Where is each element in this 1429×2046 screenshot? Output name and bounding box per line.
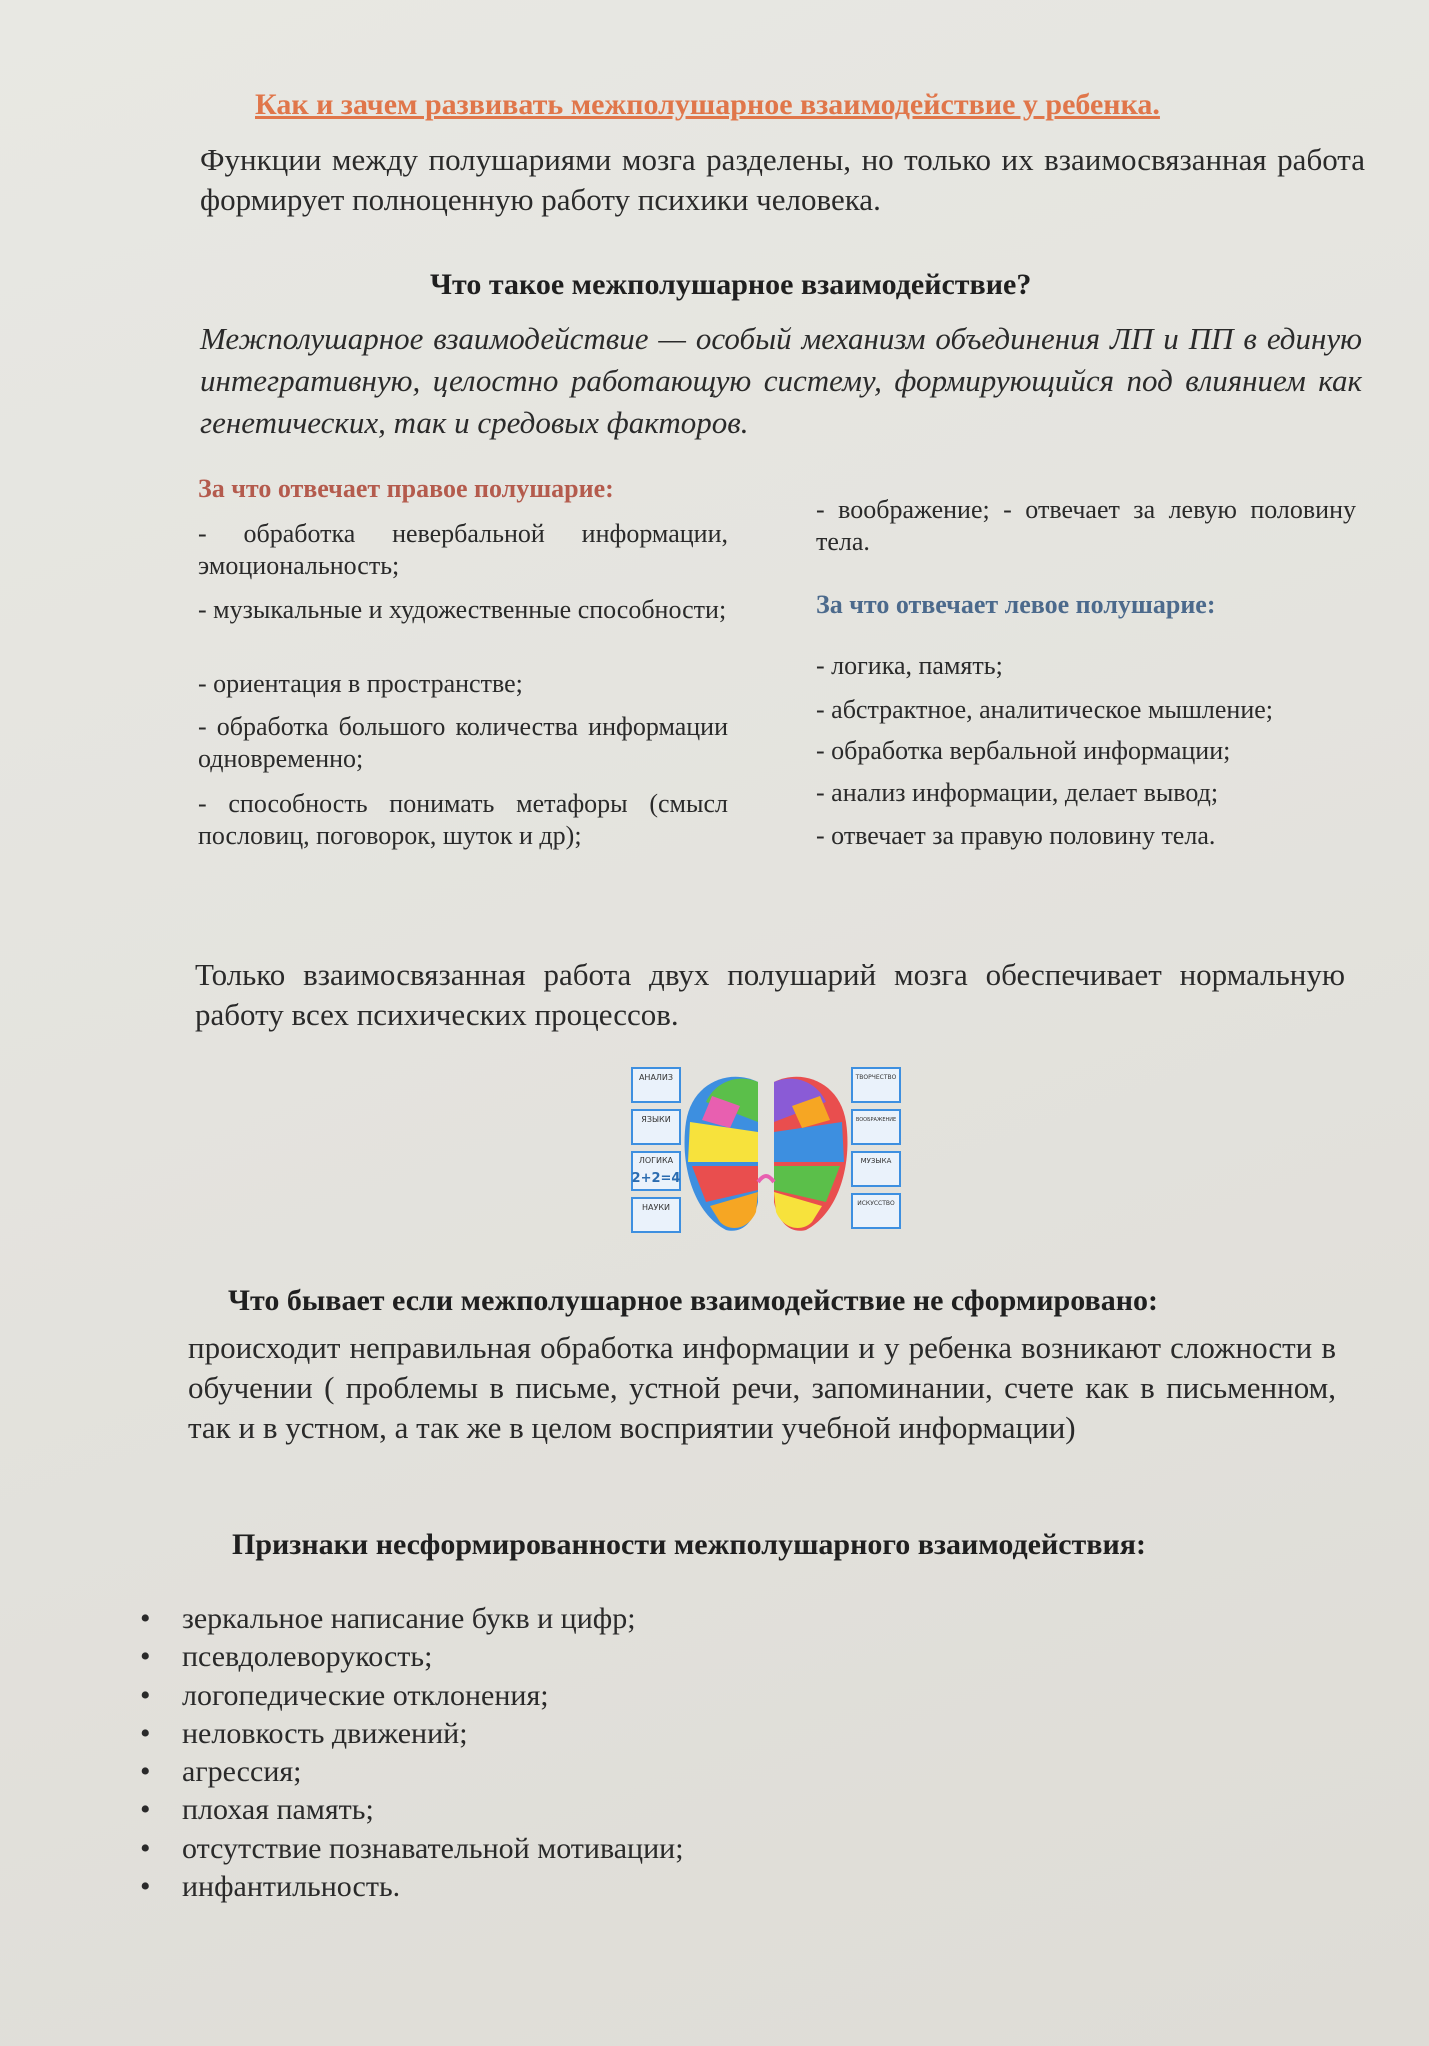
card-label: ЛОГИКА bbox=[638, 1156, 674, 1165]
bullet-icon: • bbox=[140, 1678, 151, 1712]
right-hemisphere-item: - музыкальные и художественные способности; bbox=[198, 595, 727, 624]
summary-paragraph: Только взаимосвязанная работа двух полушарий мозга обеспечивает нормальную работу всех психических процессов. bbox=[195, 957, 1345, 1032]
left-hemisphere-item: - обработка вербальной информации; bbox=[816, 736, 1231, 765]
right-hemisphere-item: - обработка невербальной информации, эмоциональность; bbox=[198, 519, 728, 580]
list-item-text: псевдолеворукость; bbox=[182, 1640, 433, 1674]
list-item bbox=[140, 1600, 840, 1638]
list-item-text: отсутствие познавательной мотивации; bbox=[182, 1831, 684, 1865]
list-item bbox=[140, 1791, 840, 1829]
unformed-text: происходит неправильная обработка информации и у ребенка возникают сложности в обучении ( проблемы в письме, устной речи, запоминании, счете как в письменном, так и в устном, а так же в целом восприятии учебной информации) bbox=[188, 1330, 1336, 1445]
card-label: ТВОРЧЕСТВО bbox=[855, 1074, 897, 1081]
right-hemisphere-item: - способность понимать метафоры (смысл пословиц, поговорок, шуток и др); bbox=[198, 789, 728, 850]
list-item bbox=[140, 1715, 840, 1753]
list-item bbox=[140, 1753, 840, 1791]
left-hemisphere-heading: За что отвечает левое полушарие: bbox=[816, 590, 1216, 619]
definition-heading: Что такое межполушарное взаимодействие? bbox=[430, 268, 1032, 301]
bullet-icon: • bbox=[140, 1831, 151, 1865]
right-hemisphere-continuation: - воображение; - отвечает за левую половину тела. bbox=[816, 495, 1356, 556]
brain-halves bbox=[685, 1077, 848, 1231]
list-item-text: инфантильность. bbox=[182, 1870, 401, 1904]
list-item-text: зеркальное написание букв и цифр; bbox=[182, 1602, 636, 1635]
list-item-text: неловкость движений; bbox=[182, 1716, 468, 1750]
bullet-icon: • bbox=[140, 1716, 151, 1750]
bullet-icon: • bbox=[140, 1793, 151, 1827]
list-item-text: агрессия; bbox=[182, 1755, 302, 1789]
card-label: АНАЛИЗ bbox=[638, 1073, 674, 1082]
right-hemisphere-item: - ориентация в пространстве; bbox=[198, 669, 523, 698]
unformed-heading: Что бывает если межполушарное взаимодействие не сформировано: bbox=[228, 1284, 1158, 1317]
left-hemisphere-item: - абстрактное, аналитическое мышление; bbox=[816, 695, 1274, 724]
card-label: МУЗЫКА bbox=[860, 1157, 892, 1165]
list-item bbox=[140, 1677, 840, 1715]
left-hemisphere-item: - отвечает за правую половину тела. bbox=[816, 821, 1216, 850]
bullet-icon: • bbox=[140, 1755, 151, 1789]
definition-text: Межполушарное взаимодействие — особый механизм объединения ЛП и ПП в единую интегративную, целостно работающую систему, формирующийся под влиянием как генетических, так и средовых факторов. bbox=[200, 321, 1362, 440]
left-hemisphere-item: - анализ информации, делает вывод; bbox=[816, 778, 1219, 807]
list-item bbox=[140, 1830, 840, 1868]
card-label: ИСКУССТВО bbox=[857, 1200, 895, 1207]
brain-illustration bbox=[630, 1062, 902, 1237]
list-item-text: плохая память; bbox=[182, 1793, 374, 1827]
signs-list bbox=[140, 1600, 840, 1906]
list-item bbox=[140, 1868, 840, 1906]
right-hemisphere-heading: За что отвечает правое полушарие: bbox=[198, 474, 614, 503]
list-item-text: логопедические отклонения; bbox=[182, 1678, 549, 1712]
card-formula: 2+2=4 bbox=[631, 1171, 681, 1186]
document-title: Как и зачем развивать межполушарное взаимодействие у ребенка. bbox=[255, 88, 1160, 121]
bullet-icon: • bbox=[140, 1870, 151, 1904]
list-item bbox=[140, 1638, 840, 1676]
bullet-icon: • bbox=[140, 1602, 151, 1635]
left-hemisphere-item: - логика, память; bbox=[816, 651, 1003, 680]
card-label: ВООБРАЖЕНИЕ bbox=[855, 1117, 897, 1123]
right-hemisphere-item: - обработка большого количества информации одновременно; bbox=[198, 712, 728, 773]
signs-heading: Признаки несформированности межполушарного взаимодействия: bbox=[232, 1528, 1147, 1561]
right-cards bbox=[852, 1068, 900, 1228]
intro-paragraph: Функции между полушариями мозга разделены, но только их взаимосвязанная работа формирует полноценную работу психики человека. bbox=[200, 142, 1365, 217]
card-label: ЯЗЫКИ bbox=[641, 1115, 671, 1124]
left-cards bbox=[632, 1068, 681, 1232]
card-label: НАУКИ bbox=[641, 1203, 671, 1212]
bullet-icon: • bbox=[140, 1640, 151, 1674]
